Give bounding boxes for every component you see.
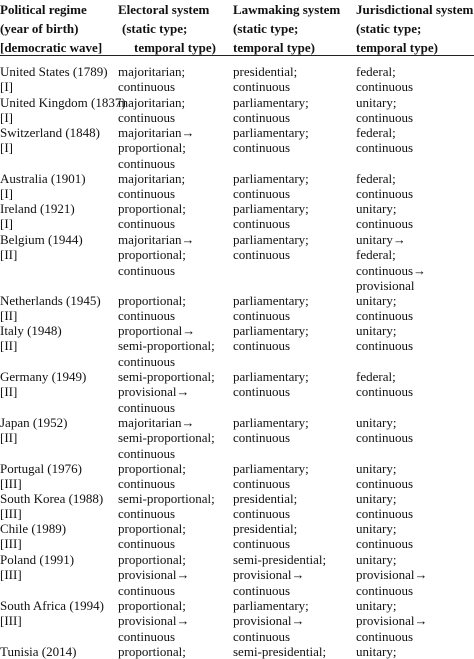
cell-line: proportional; [118,521,186,536]
header-line: temporal type) [233,40,315,55]
jurisdictional-cell [356,125,474,156]
header-line: temporal type) [356,40,438,55]
electoral-cell [118,323,230,369]
header-line: (static type; [122,21,188,36]
electoral-cell [118,125,230,171]
cell-line: majoritarian→ [118,415,195,430]
cell-line: [III] [0,476,22,492]
cell-line: provisional→ [233,613,305,629]
cell-line: Germany (1949) [0,369,87,384]
cell-line: semi-proportional; [118,369,215,384]
header-line: (static type; [233,21,299,36]
cell-line: [II] [0,308,18,324]
cell-line: continuous [356,140,414,156]
cell-line: majoritarian; [118,95,186,110]
lawmaking-cell [233,201,353,232]
cell-line: continuous [118,79,176,95]
regime-cell [0,369,116,400]
cell-line: proportional; [118,598,186,613]
cell-line: continuous [356,110,414,126]
cell-line: continuous [356,384,414,400]
cell-line: semi-proportional; [118,338,215,354]
regime-cell [0,293,116,324]
electoral-cell [118,644,230,659]
cell-line: parliamentary; [233,125,309,140]
header-line: Jurisdictional system [356,2,474,17]
lawmaking-cell [233,598,353,644]
regime-cell [0,323,116,354]
lawmaking-cell [233,644,353,659]
lawmaking-cell [233,293,353,324]
lawmaking-cell [233,125,353,156]
cell-line: federal; [356,125,396,140]
electoral-cell [118,461,230,492]
cell-line: federal; [356,64,396,79]
cell-line: Belgium (1944) [0,232,83,247]
cell-line: unitary; [356,491,397,506]
cell-line: continuous [233,247,291,263]
cell-line: continuous [118,399,176,415]
jurisdictional-cell [356,323,474,354]
cell-line: Ireland (1921) [0,201,75,216]
cell-line: provisional→ [356,567,428,583]
regime-cell [0,521,116,552]
cell-line: parliamentary; [233,461,309,476]
jurisdictional-cell [356,644,474,659]
cell-line: Netherlands (1945) [0,293,101,308]
cell-line: continuous [233,216,291,232]
cell-line: continuous [118,186,176,202]
jurisdictional-cell [356,552,474,598]
cell-line: Portugal (1976) [0,461,82,476]
cell-line: Japan (1952) [0,415,68,430]
jurisdictional-cell [356,461,474,492]
regime-cell [0,644,116,659]
jurisdictional-cell [356,95,474,126]
cell-line: continuous [118,582,176,598]
cell-line: parliamentary; [233,293,309,308]
cell-line: [II] [0,430,18,446]
cell-line: continuous [233,79,291,95]
regime-cell [0,552,116,583]
header-line: temporal type) [134,40,216,55]
cell-line: provisional→ [118,384,190,400]
cell-line: majoritarian; [118,64,186,79]
cell-line: provisional→ [118,567,190,583]
cell-line: [III] [0,613,22,629]
cell-line: proportional; [118,201,186,216]
lawmaking-cell [233,369,353,400]
cell-line: Chile (1989) [0,521,67,536]
cell-line: parliamentary; [233,369,309,384]
cell-line: semi-proportional; [118,430,215,446]
cell-line: parliamentary; [233,323,309,338]
cell-line: United States (1789) [0,64,108,79]
lawmaking-cell [233,171,353,202]
header-line: Lawmaking system [233,2,341,17]
regime-cell [0,232,116,263]
cell-line: continuous [118,216,176,232]
cell-line: continuous [118,628,176,644]
cell-line: parliamentary; [233,598,309,613]
cell-line: semi-presidential; [233,552,327,567]
regime-cell [0,415,116,446]
regime-cell [0,491,116,522]
electoral-cell [118,552,230,598]
electoral-cell [118,521,230,552]
cell-line: presidential; [233,521,298,536]
cell-line: unitary; [356,461,397,476]
cell-line: continuous [118,155,176,171]
cell-line: Poland (1991) [0,552,75,567]
cell-line: continuous [233,338,291,354]
lawmaking-cell [233,323,353,354]
lawmaking-cell [233,552,353,598]
header-line: Political regime [0,2,87,17]
cell-line: unitary; [356,323,397,338]
cell-line: continuous [233,582,291,598]
cell-line: continuous [233,430,291,446]
cell-line: continuous [356,186,414,202]
header-jurisdictional-system [356,0,474,57]
cell-line: continuous [233,384,291,400]
cell-line: Australia (1901) [0,171,86,186]
electoral-cell [118,232,230,278]
cell-line: federal; [356,247,396,263]
cell-line: unitary; [356,95,397,110]
electoral-cell [118,415,230,461]
cell-line: provisional→ [356,613,428,629]
electoral-cell [118,491,230,522]
cell-line: proportional; [118,552,186,567]
cell-line: unitary; [356,415,397,430]
electoral-cell [118,293,230,324]
cell-line: continuous [233,308,291,324]
header-political-regime [0,0,116,57]
cell-line: continuous [356,582,414,598]
cell-line: continuous [118,308,176,324]
cell-line: provisional [356,278,415,294]
cell-line: parliamentary; [233,95,309,110]
cell-line: proportional; [118,247,186,263]
cell-line: continuous [356,308,414,324]
cell-line: provisional→ [233,567,305,583]
regime-cell [0,125,116,156]
cell-line: continuous [118,262,176,278]
jurisdictional-cell [356,64,474,95]
jurisdictional-cell [356,598,474,644]
header-line: [democratic wave] [0,40,103,55]
cell-line: continuous→ [356,262,427,278]
cell-line: parliamentary; [233,232,309,247]
cell-line: continuous [356,338,414,354]
jurisdictional-cell [356,521,474,552]
cell-line: continuous [233,506,291,522]
lawmaking-cell [233,232,353,263]
cell-line: [III] [0,506,22,522]
cell-line: [II] [0,338,18,354]
cell-line: Switzerland (1848) [0,125,101,140]
cell-line: continuous [233,628,291,644]
cell-line: [I] [0,140,13,156]
cell-line: unitary; [356,598,397,613]
cell-line: presidential; [233,64,298,79]
regime-cell [0,201,116,232]
cell-line: proportional; [118,461,186,476]
electoral-cell [118,171,230,202]
header-line: Electoral system [118,2,210,17]
cell-line: [I] [0,110,13,126]
cell-line: continuous [356,536,414,552]
cell-line: proportional; [118,140,186,156]
cell-line: unitary→ [356,232,406,247]
lawmaking-cell [233,95,353,126]
cell-line: Italy (1948) [0,323,62,338]
regime-cell [0,95,126,126]
cell-line: proportional; [118,293,186,308]
cell-line: continuous [118,110,176,126]
jurisdictional-cell [356,491,474,522]
cell-line: continuous [356,216,414,232]
cell-line: unitary; [356,552,397,567]
table-header [0,0,474,56]
jurisdictional-cell [356,293,474,324]
cell-line: [III] [0,536,22,552]
jurisdictional-cell [356,415,474,446]
cell-line: continuous [118,445,176,461]
cell-line: Tunisia (2014) [0,644,77,659]
cell-line: continuous [356,79,414,95]
cell-line: unitary; [356,201,397,216]
cell-line: continuous [118,476,176,492]
header-line: (year of birth) [0,21,79,36]
cell-line: continuous [118,506,176,522]
jurisdictional-cell [356,232,474,294]
header-lawmaking-system [233,0,353,57]
cell-line: United Kingdom (1837) [0,95,126,110]
cell-line: majoritarian→ [118,125,195,140]
regime-cell [0,171,116,202]
cell-line: [II] [0,384,18,400]
lawmaking-cell [233,491,353,522]
cell-line: unitary; [356,644,397,659]
electoral-cell [118,369,230,415]
cell-line: continuous [118,353,176,369]
lawmaking-cell [233,521,353,552]
cell-line: continuous [118,536,176,552]
electoral-cell [118,201,230,232]
electoral-cell [118,598,230,644]
cell-line: continuous [356,476,414,492]
header-electoral-system [118,0,230,57]
cell-line: continuous [356,430,414,446]
cell-line: parliamentary; [233,415,309,430]
cell-line: parliamentary; [233,201,309,216]
cell-line: [I] [0,79,13,95]
electoral-cell [118,64,230,95]
cell-line: federal; [356,171,396,186]
cell-line: continuous [233,110,291,126]
regime-cell [0,64,116,95]
cell-line: presidential; [233,491,298,506]
cell-line: South Africa (1994) [0,598,104,613]
lawmaking-cell [233,415,353,446]
cell-line: proportional; [118,644,186,659]
cell-line: [I] [0,216,13,232]
cell-line: [III] [0,567,22,583]
cell-line: unitary; [356,521,397,536]
cell-line: South Korea (1988) [0,491,104,506]
cell-line: federal; [356,369,396,384]
jurisdictional-cell [356,369,474,400]
cell-line: majoritarian; [118,171,186,186]
electoral-cell [118,95,230,126]
cell-line: continuous [233,140,291,156]
lawmaking-cell [233,461,353,492]
cell-line: continuous [356,628,414,644]
header-line: (static type; [356,21,422,36]
cell-line: continuous [356,506,414,522]
cell-line: semi-presidential; [233,644,327,659]
cell-line: [II] [0,247,18,263]
cell-line: continuous [233,476,291,492]
cell-line: continuous [233,536,291,552]
cell-line: majoritarian→ [118,232,195,247]
cell-line: continuous [233,186,291,202]
jurisdictional-cell [356,171,474,202]
cell-line: [I] [0,186,13,202]
cell-line: parliamentary; [233,171,309,186]
regime-cell [0,461,116,492]
cell-line: proportional→ [118,323,196,338]
jurisdictional-cell [356,201,474,232]
cell-line: unitary; [356,293,397,308]
regime-cell [0,598,116,629]
cell-line: provisional→ [118,613,190,629]
lawmaking-cell [233,64,353,95]
cell-line: semi-proportional; [118,491,215,506]
